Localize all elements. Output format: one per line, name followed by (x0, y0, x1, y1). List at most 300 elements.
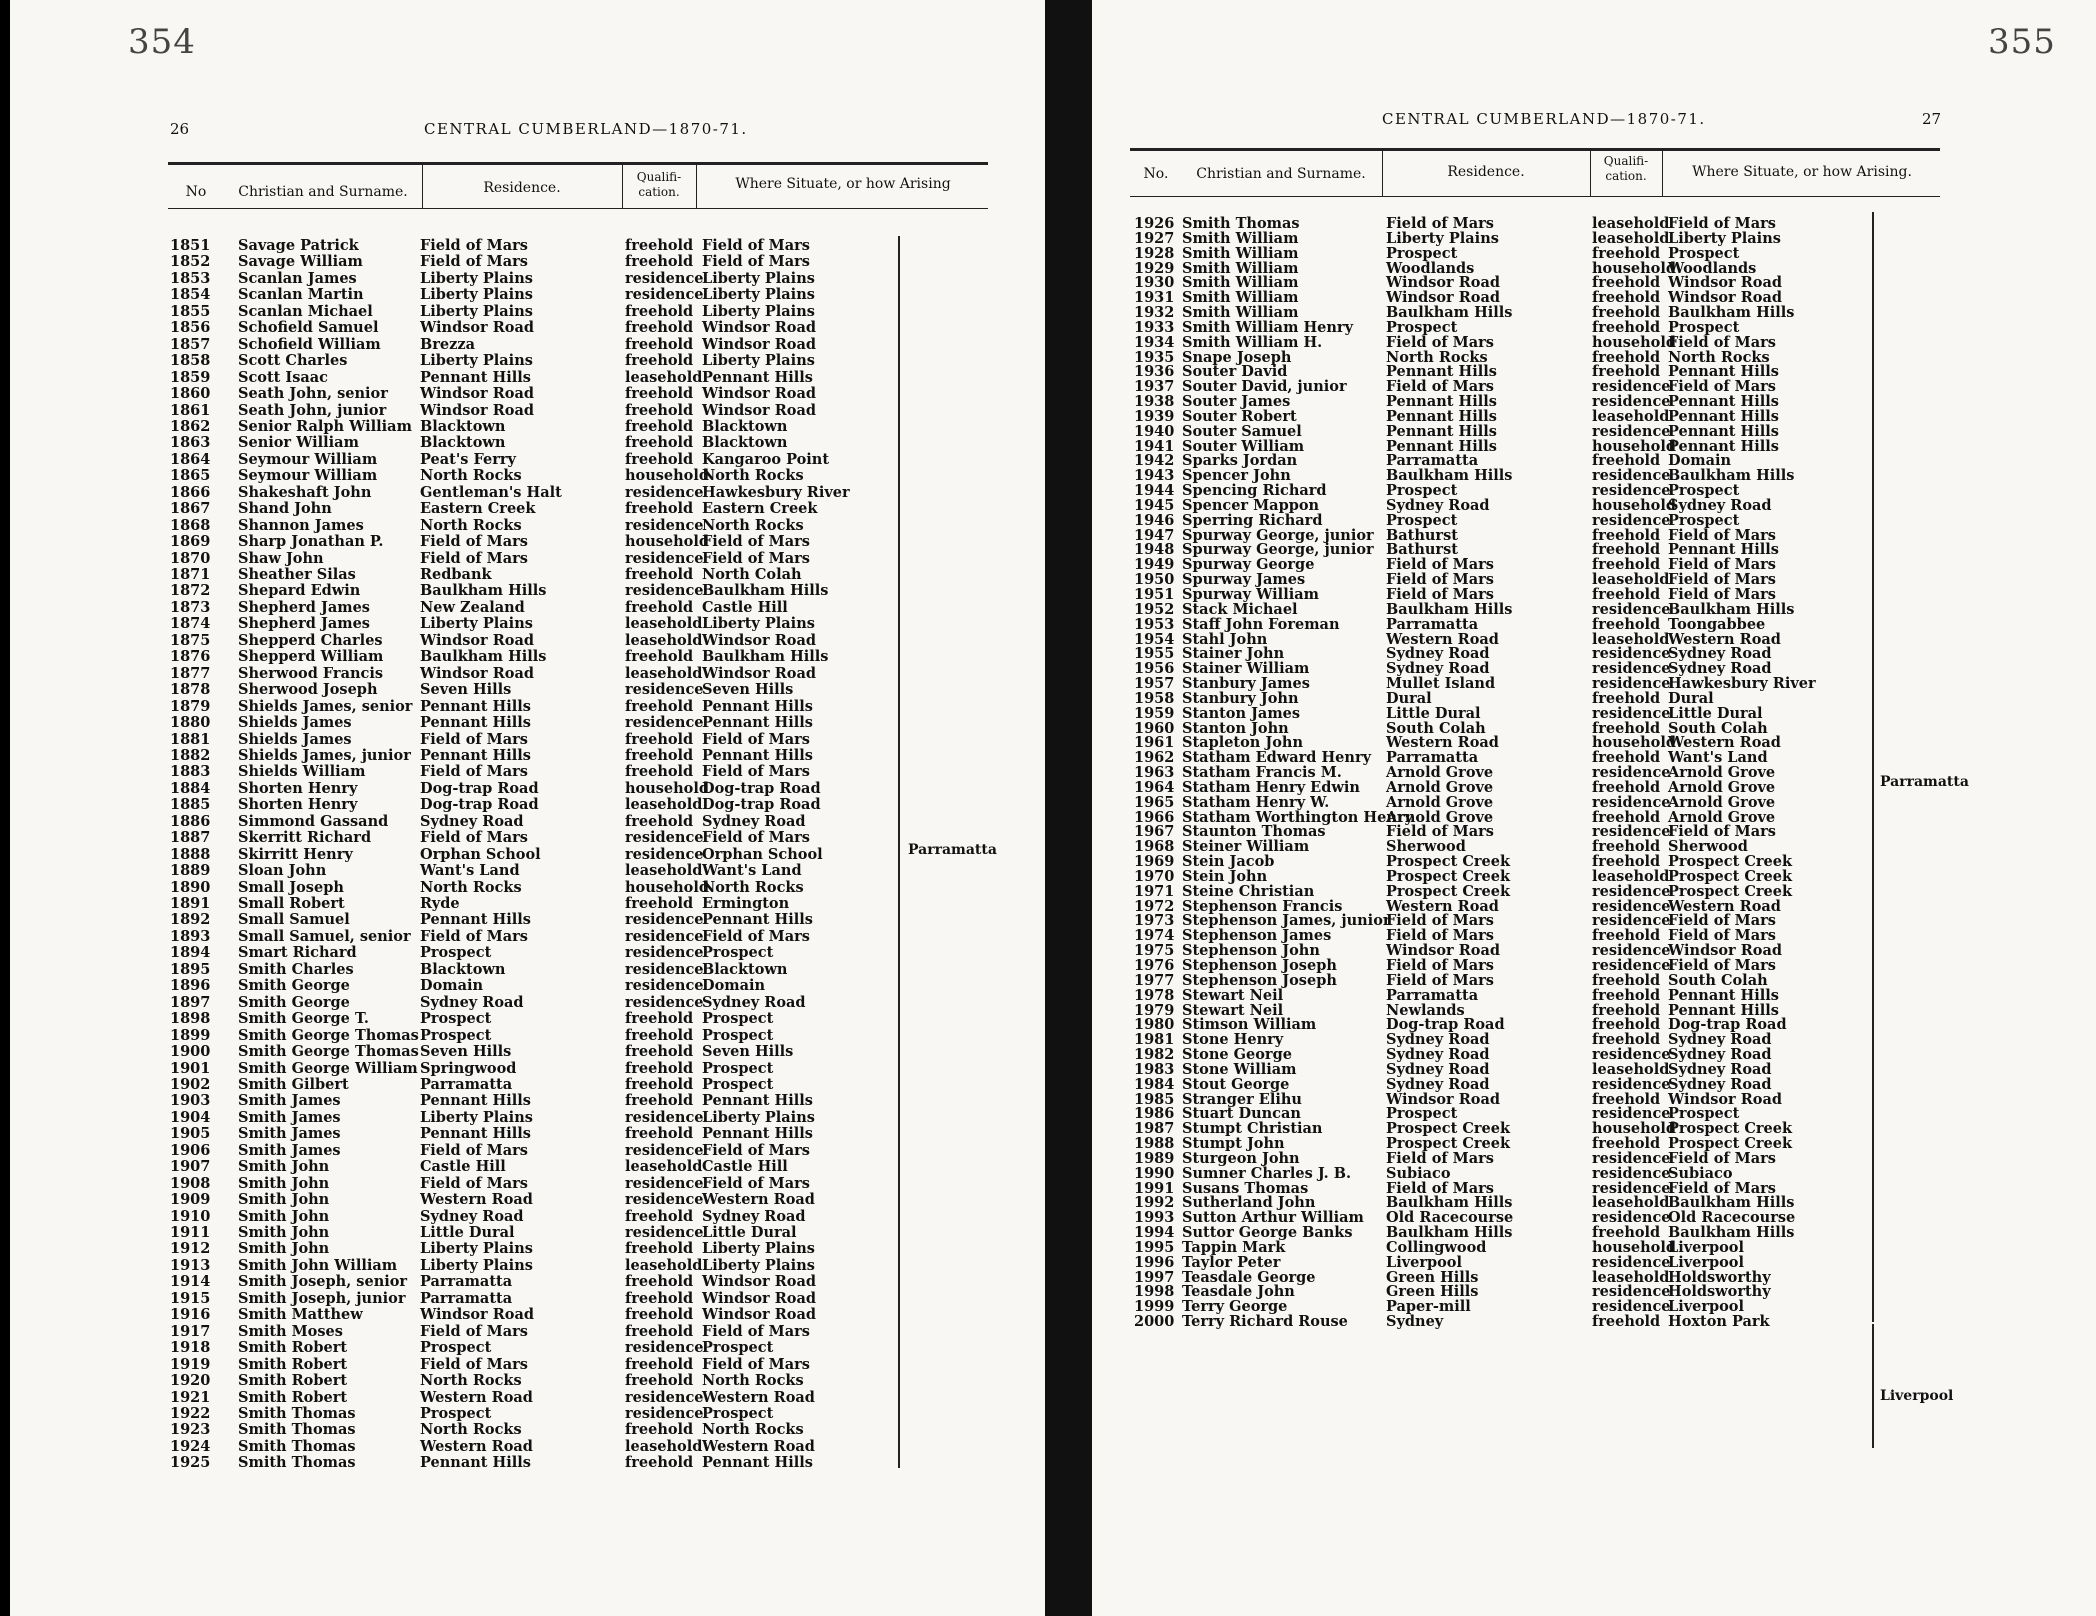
entry-residence: Prospect Creek (1386, 867, 1510, 885)
entry-qualification: freehold (625, 1372, 694, 1390)
entry-residence: Sydney Road (1386, 660, 1490, 678)
entry-where: Ermington (702, 895, 790, 912)
entry-where: Sydney Road (1668, 1075, 1772, 1093)
entry-residence: Woodlands (1386, 259, 1475, 277)
entry-name: Terry George (1182, 1298, 1288, 1316)
entry-qualification: residence (625, 1108, 704, 1126)
entry-name: Souter William (1182, 437, 1305, 455)
entry-number: 1987 (1134, 1120, 1175, 1138)
entry-name: Smith George (238, 993, 350, 1011)
entry-residence: Sydney Road (1386, 496, 1490, 514)
entry-where: Prospect (702, 944, 774, 962)
entry-where: Pennant Hills (1668, 1001, 1779, 1019)
entry-qualification: freehold (1592, 808, 1661, 826)
entry-name: Smith Robert (238, 1339, 348, 1357)
entry-name: Smith John (238, 1174, 330, 1192)
entry-where: Blacktown (702, 417, 788, 435)
entry-residence: Orphan School (420, 845, 541, 863)
entry-number: 1901 (170, 1059, 211, 1077)
entry-number: 1982 (1134, 1046, 1175, 1064)
entry-where: Pennant Hills (1668, 986, 1779, 1004)
entry-where: Field of Mars (1668, 1149, 1776, 1167)
entry-qualification: residence (625, 845, 704, 863)
entry-name: Stahl John (1182, 630, 1268, 648)
entry-number: 1934 (1134, 333, 1175, 351)
entry-where: Pennant Hills (1668, 363, 1779, 381)
entry-residence: North Rocks (420, 878, 522, 896)
entry-name: Smith William (1182, 244, 1299, 262)
entry-number: 1955 (1134, 645, 1175, 663)
entry-qualification: residence (625, 977, 704, 995)
entry-number: 1900 (170, 1043, 211, 1061)
entry-where: Baulkham Hills (1668, 600, 1795, 618)
entry-residence: Sydney Road (1386, 1046, 1490, 1064)
entry-where: Prospect Creek (1668, 1135, 1792, 1153)
entry-name: Smith Moses (238, 1322, 343, 1340)
entry-residence: Parramatta (1386, 615, 1479, 633)
entry-qualification: freehold (625, 1010, 694, 1028)
entry-qualification: freehold (1592, 689, 1661, 707)
entry-number: 1921 (170, 1388, 211, 1406)
entry-residence: Parramatta (420, 1273, 513, 1291)
entry-where: North Colah (702, 566, 802, 583)
entry-residence: Field of Mars (1386, 1149, 1494, 1167)
folio-stamp: 355 (1988, 22, 2056, 62)
entry-number: 1893 (170, 927, 211, 945)
entry-name: Sharp Jonathan P. (238, 533, 384, 551)
header-name: Christian and Surname. (1196, 166, 1366, 182)
entry-number: 1894 (170, 944, 211, 962)
entry-residence: Western Road (1386, 897, 1499, 915)
bracket-parramatta (1862, 212, 1874, 1322)
entry-number: 1868 (170, 516, 211, 534)
entry-qualification: residence (625, 829, 704, 847)
entry-where: Liberty Plains (702, 615, 815, 633)
entry-number: 1902 (170, 1075, 211, 1093)
entry-qualification: freehold (1592, 986, 1661, 1004)
entry-qualification: freehold (1592, 318, 1661, 336)
entry-residence: Green Hills (1386, 1268, 1479, 1286)
entry-name: Sutherland John (1182, 1194, 1316, 1212)
entry-qualification: residence (1592, 511, 1671, 529)
entry-qualification: residence (1592, 942, 1671, 960)
entry-number: 1892 (170, 911, 211, 929)
entry-name: Statham Henry Edwin (1182, 778, 1360, 796)
entry-residence: Baulkham Hills (1386, 1224, 1513, 1242)
entry-residence: Baulkham Hills (420, 648, 547, 666)
entry-residence: Windsor Road (420, 319, 534, 337)
entry-qualification: household (625, 878, 710, 896)
header-where: Where Situate, or how Arising. (1692, 164, 1912, 180)
entry-where: Dog-trap Road (702, 796, 821, 814)
entry-number: 1899 (170, 1026, 211, 1044)
entry-where: Blacktown (702, 434, 788, 452)
entry-qualification: leasehold (625, 862, 703, 880)
entry-residence: Gentleman's Halt (420, 483, 562, 501)
entry-qualification: freehold (1592, 1224, 1661, 1242)
entry-number: 1985 (1134, 1090, 1175, 1108)
entry-number: 1949 (1134, 556, 1175, 574)
entry-qualification: freehold (625, 1322, 694, 1340)
entry-qualification: residence (625, 549, 704, 567)
entry-qualification: leasehold (1592, 867, 1670, 885)
entry-qualification: freehold (1592, 244, 1661, 262)
entry-number: 1864 (170, 450, 211, 468)
entry-qualification: residence (1592, 1253, 1671, 1271)
entry-name: Smith James (238, 1092, 341, 1110)
entry-where: Want's Land (1668, 749, 1768, 767)
entry-where: Windsor Road (1668, 1090, 1782, 1108)
entry-qualification: freehold (625, 1355, 694, 1373)
entry-name: Statham Francis M. (1182, 764, 1342, 782)
entry-name: Souter Samuel (1182, 422, 1302, 440)
entry-name: Smith Joseph, junior (238, 1289, 406, 1307)
entry-qualification: leasehold (1592, 215, 1670, 232)
entry-residence: Prospect (1386, 482, 1458, 500)
entry-number: 1908 (170, 1174, 211, 1192)
entry-name: Senior William (238, 434, 359, 452)
entry-where: Arnold Grove (1668, 808, 1776, 826)
entry-residence: Want's Land (420, 862, 520, 880)
book-gutter (1045, 0, 1092, 1616)
entry-qualification: freehold (625, 1273, 694, 1291)
entry-number: 1946 (1134, 511, 1175, 529)
entry-qualification: residence (1592, 793, 1671, 811)
entry-where: Sydney Road (702, 812, 806, 830)
entry-number: 1887 (170, 829, 211, 847)
entry-residence: Field of Mars (420, 253, 528, 271)
entry-where: Field of Mars (1668, 215, 1776, 232)
entry-residence: Castle Hill (420, 1158, 506, 1176)
entry-qualification: residence (625, 269, 704, 287)
entry-number: 1975 (1134, 942, 1175, 960)
entry-number: 1938 (1134, 393, 1175, 411)
entry-qualification: household (1592, 734, 1677, 752)
entry-qualification: household (625, 533, 710, 551)
entry-where: Sydney Road (702, 1207, 806, 1225)
entry-where: Pennant Hills (1668, 437, 1779, 455)
entry-residence: Baulkham Hills (1386, 1194, 1513, 1212)
entry-where: Holdsworthy (1668, 1268, 1771, 1286)
header-no: No (185, 184, 207, 200)
entry-residence: Liberty Plains (420, 615, 533, 633)
entry-number: 1939 (1134, 407, 1175, 425)
entry-qualification: freehold (625, 1092, 694, 1110)
entry-number: 1904 (170, 1108, 211, 1126)
entry-residence: Field of Mars (1386, 571, 1494, 589)
entry-residence: Liverpool (1386, 1253, 1462, 1271)
entry-residence: Prospect (1386, 1105, 1458, 1123)
entry-residence: Sydney Road (1386, 1060, 1490, 1078)
entry-number: 1951 (1134, 586, 1175, 603)
entry-residence: Field of Mars (420, 763, 528, 781)
entry-where: Prospect Creek (1668, 1120, 1792, 1138)
entry-residence: Seven Hills (420, 1043, 512, 1061)
entry-qualification: residence (1592, 1298, 1671, 1316)
entry-name: Smith Robert (238, 1355, 348, 1373)
entry-where: Baulkham Hills (1668, 304, 1795, 322)
entry-residence: Prospect (420, 1404, 492, 1422)
entry-qualification: leasehold (625, 368, 703, 386)
entry-residence: Baulkham Hills (1386, 600, 1513, 618)
entry-number: 1875 (170, 631, 211, 649)
entry-name: Staunton Thomas (1182, 823, 1326, 841)
entry-where: Baulkham Hills (702, 648, 829, 666)
header-bottom-rule (168, 208, 988, 209)
entry-number: 1932 (1134, 304, 1175, 322)
entry-qualification: freehold (625, 401, 694, 419)
entry-residence: Pennant Hills (1386, 437, 1497, 455)
entry-number: 1923 (170, 1421, 211, 1439)
entry-where: Arnold Grove (1668, 764, 1776, 782)
entry-qualification: leasehold (625, 631, 703, 649)
entry-residence: Old Racecourse (1386, 1209, 1514, 1227)
bracket-label: Parramatta (1880, 774, 1969, 790)
entry-residence: Baulkham Hills (1386, 304, 1513, 322)
entry-number: 1981 (1134, 1031, 1175, 1049)
entry-qualification: residence (1592, 467, 1671, 485)
bracket-liverpool (1862, 1324, 1874, 1448)
entry-number: 1858 (170, 352, 211, 370)
entry-number: 1928 (1134, 244, 1175, 262)
entry-residence: Western Road (1386, 734, 1499, 752)
entry-number: 1888 (170, 845, 211, 863)
entry-number: 1965 (1134, 793, 1175, 811)
entry-name: Smith Thomas (238, 1421, 356, 1439)
entry-number: 1877 (170, 664, 211, 682)
entry-where: Arnold Grove (1668, 793, 1776, 811)
entry-qualification: residence (625, 1141, 704, 1159)
entry-number: 1984 (1134, 1075, 1175, 1093)
entry-name: Taylor Peter (1182, 1253, 1281, 1271)
entry-residence: Sydney Road (1386, 645, 1490, 663)
entry-qualification: freehold (625, 434, 694, 452)
entry-qualification: residence (1592, 1075, 1671, 1093)
entry-qualification: leasehold (1592, 630, 1670, 648)
entry-residence: Eastern Creek (420, 500, 536, 518)
entry-qualification: freehold (1592, 1135, 1661, 1153)
entry-qualification: freehold (625, 812, 694, 830)
entry-residence: Liberty Plains (420, 1256, 533, 1274)
entry-residence: Windsor Road (420, 631, 534, 649)
entry-residence: Prospect (420, 1339, 492, 1357)
entry-name: Steine Christian (1182, 882, 1315, 900)
bracket-parramatta (888, 236, 900, 1468)
entry-where: Western Road (702, 1437, 815, 1455)
header-residence: Residence. (483, 180, 561, 196)
entry-number: 1886 (170, 812, 211, 830)
entry-where: Windsor Road (702, 319, 816, 337)
entry-name: Skirritt Henry (238, 845, 353, 863)
entry-name: Smith John William (238, 1256, 398, 1274)
entry-name: Seymour William (238, 467, 378, 485)
entry-where: Field of Mars (702, 1322, 810, 1340)
entry-residence: Parramatta (420, 1075, 513, 1093)
entry-number: 1936 (1134, 363, 1175, 381)
entry-qualification: residence (625, 582, 704, 600)
entry-where: Arnold Grove (1668, 778, 1776, 796)
entry-where: Field of Mars (1668, 333, 1776, 351)
entry-name: Smith John (238, 1158, 330, 1176)
entry-where: Domain (1668, 452, 1732, 470)
entry-number: 1896 (170, 977, 211, 995)
entry-where: Hawkesbury River (702, 483, 850, 501)
entry-name: Stimson William (1182, 1016, 1317, 1034)
entry-qualification: freehold (625, 417, 694, 435)
entry-where: Prospect (1668, 482, 1740, 500)
entry-number: 1898 (170, 1010, 211, 1028)
entry-number: 1861 (170, 401, 211, 419)
entry-name: Shields James, junior (238, 746, 411, 764)
entry-residence: Green Hills (1386, 1283, 1479, 1301)
entry-qualification: household (625, 779, 710, 797)
header-qualification: Qualifi-cation. (1603, 154, 1649, 183)
entry-name: Smith William (1182, 289, 1299, 307)
entry-name: Shields James, senior (238, 697, 413, 715)
entry-number: 1980 (1134, 1016, 1175, 1034)
entry-where: Baulkham Hills (702, 582, 829, 600)
entry-name: Shand John (238, 500, 332, 518)
entry-where: Prospect (702, 1010, 774, 1028)
entry-name: Sherwood Joseph (238, 681, 378, 699)
entry-qualification: residence (625, 1339, 704, 1357)
entry-name: Seymour William (238, 450, 378, 468)
entry-residence: Dog-trap Road (1386, 1016, 1505, 1034)
entry-name: Smith Joseph, senior (238, 1273, 408, 1291)
entry-name: Stewart Neil (1182, 1001, 1284, 1019)
entry-where: Toongabbee (1668, 615, 1766, 633)
entry-where: Pennant Hills (1668, 407, 1779, 425)
entry-residence: Pennant Hills (420, 1454, 531, 1472)
entry-number: 1973 (1134, 912, 1175, 930)
entry-where: Prospect (1668, 244, 1740, 262)
entry-number: 1991 (1134, 1179, 1175, 1197)
entry-number: 1990 (1134, 1164, 1175, 1182)
entry-where: North Rocks (1668, 348, 1770, 366)
entry-qualification: freehold (1592, 1313, 1661, 1331)
entry-number: 1912 (170, 1240, 211, 1258)
entry-name: Stein Jacob (1182, 853, 1275, 871)
entry-qualification: freehold (1592, 838, 1661, 856)
entry-where: Windsor Road (1668, 942, 1782, 960)
entry-residence: Baulkham Hills (1386, 467, 1513, 485)
entry-name: Schofield Samuel (238, 319, 379, 337)
entry-number: 1851 (170, 237, 211, 254)
entry-number: 1867 (170, 500, 211, 518)
entry-number: 1952 (1134, 600, 1175, 618)
entry-where: Western Road (702, 1388, 815, 1406)
entry-qualification: freehold (1592, 1031, 1661, 1049)
entry-number: 1872 (170, 582, 211, 600)
entry-name: Shields William (238, 763, 366, 781)
entry-qualification: leasehold (1592, 1060, 1670, 1078)
entry-where: Prospect (702, 1059, 774, 1077)
entry-residence: Prospect (420, 1010, 492, 1028)
entry-qualification: leasehold (1592, 1194, 1670, 1212)
entry-qualification: freehold (1592, 541, 1661, 559)
entry-number: 1930 (1134, 274, 1175, 292)
entry-where: Prospect (702, 1339, 774, 1357)
entry-qualification: freehold (1592, 304, 1661, 322)
entry-qualification: residence (1592, 897, 1671, 915)
entry-residence: Pennant Hills (420, 746, 531, 764)
entry-number: 1963 (1134, 764, 1175, 782)
entry-qualification: freehold (625, 1043, 694, 1061)
entry-number: 1968 (1134, 838, 1175, 856)
entry-qualification: residence (1592, 600, 1671, 618)
entry-number: 1865 (170, 467, 211, 485)
entry-name: Stout George (1182, 1075, 1290, 1093)
entry-qualification: residence (1592, 675, 1671, 693)
entry-qualification: freehold (625, 598, 694, 616)
entry-number: 1954 (1134, 630, 1175, 648)
entry-number: 1962 (1134, 749, 1175, 767)
entry-where: Pennant Hills (702, 1092, 813, 1110)
entry-where: South Colah (1668, 971, 1768, 989)
entry-qualification: residence (1592, 912, 1671, 930)
entry-where: Prospect Creek (1668, 853, 1792, 871)
entry-qualification: freehold (625, 1059, 694, 1077)
entry-number: 1940 (1134, 422, 1175, 440)
entry-where: Dog-trap Road (1668, 1016, 1787, 1034)
entry-name: Stanbury John (1182, 689, 1299, 707)
entry-name: Teasdale John (1182, 1283, 1295, 1301)
entry-qualification: residence (1592, 378, 1671, 396)
entry-residence: Windsor Road (1386, 289, 1500, 307)
entry-number: 1903 (170, 1092, 211, 1110)
entry-residence: Field of Mars (1386, 556, 1494, 574)
entry-name: Smith Thomas (238, 1454, 356, 1472)
entry-where: Liverpool (1668, 1298, 1744, 1316)
entry-number: 1860 (170, 385, 211, 403)
entry-name: Spurway William (1182, 586, 1319, 603)
entry-residence: Field of Mars (1386, 215, 1494, 232)
entry-number: 1929 (1134, 259, 1175, 277)
entry-name: Stephenson James, junior (1182, 912, 1391, 930)
entry-number: 1995 (1134, 1238, 1175, 1256)
entry-residence: Field of Mars (420, 927, 528, 945)
entry-number: 1927 (1134, 229, 1175, 247)
header-bottom-rule (1130, 196, 1940, 197)
entry-qualification: freehold (625, 1026, 694, 1044)
entry-where: Kangaroo Point (702, 450, 830, 468)
entry-where: Liberty Plains (702, 352, 815, 370)
entry-number: 1942 (1134, 452, 1175, 470)
entry-residence: Arnold Grove (1386, 764, 1494, 782)
entry-residence: Parramatta (1386, 452, 1479, 470)
entry-residence: Springwood (420, 1059, 517, 1077)
entry-residence: Blacktown (420, 960, 506, 978)
entry-name: Smith Robert (238, 1388, 348, 1406)
entry-residence: Dog-trap Road (420, 796, 539, 814)
entry-qualification: freehold (625, 352, 694, 370)
entry-number: 1957 (1134, 675, 1175, 693)
entry-name: Stephenson Joseph (1182, 971, 1337, 989)
entry-number: 1906 (170, 1141, 211, 1159)
entry-name: Statham Edward Henry (1182, 749, 1372, 767)
entry-where: Field of Mars (702, 730, 810, 748)
entry-number: 1905 (170, 1125, 211, 1143)
left-page (10, 0, 1045, 1616)
entry-residence: Field of Mars (1386, 957, 1494, 974)
entry-qualification: residence (625, 516, 704, 534)
entry-qualification: freehold (1592, 615, 1661, 633)
entry-qualification: freehold (1592, 749, 1661, 767)
entry-name: Stephenson John (1182, 942, 1320, 960)
entry-where: Field of Mars (702, 1355, 810, 1373)
entry-where: Field of Mars (702, 829, 810, 847)
entry-number: 1931 (1134, 289, 1175, 307)
